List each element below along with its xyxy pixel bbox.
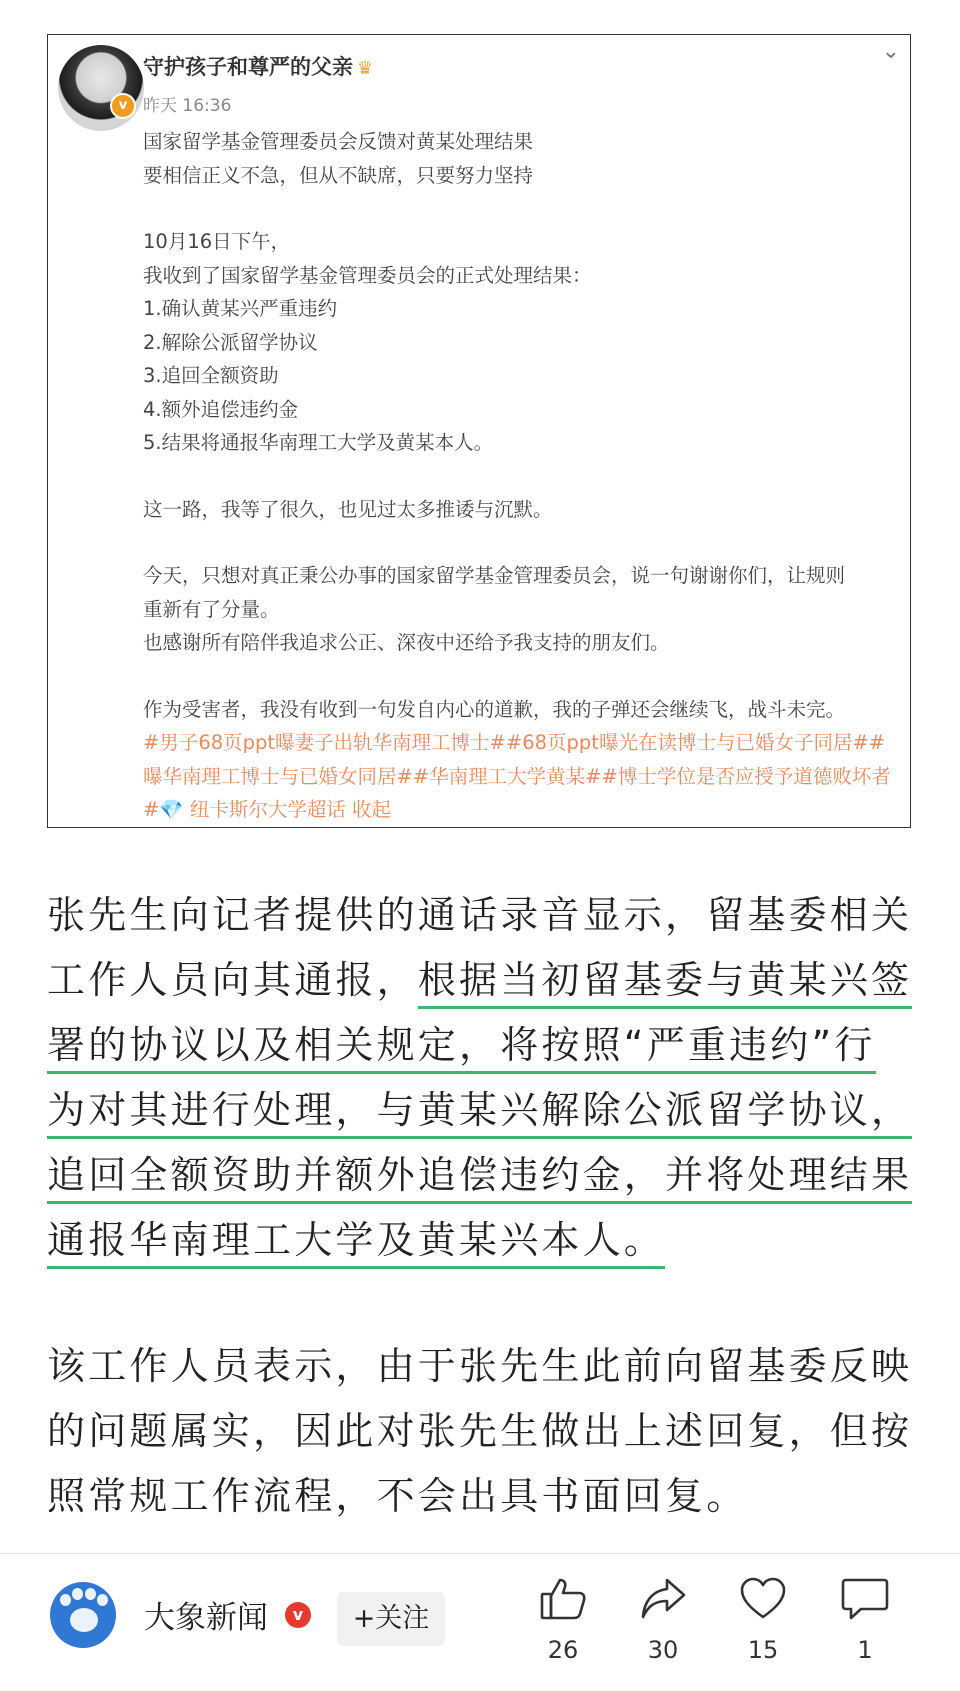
- post-line: 这一路，我等了很久，也见过太多推诿与沉默。: [143, 497, 553, 521]
- verified-badge-icon: v: [110, 93, 136, 119]
- comment-count: 1: [857, 1636, 873, 1664]
- post-line-blank: [143, 660, 893, 693]
- post-hashtags: #男子68页ppt曝妻子出轨华南理工博士##68页ppt曝光在读博士与已婚女子同居##曝华南理工博士与已婚女同居##华南理工大学黄某##博士学位是否应授予道德败坏者#💎 纽卡斯尔大学超话 收起: [143, 731, 891, 821]
- post-line: 4.额外追偿违约金: [143, 397, 299, 421]
- like-count: 26: [547, 1636, 579, 1664]
- post-body: [143, 125, 893, 827]
- follow-button[interactable]: +关注: [337, 1592, 445, 1646]
- like-button[interactable]: [528, 1576, 598, 1664]
- post-line: 5.结果将通报华南理工大学及黄某本人。: [143, 431, 494, 454]
- share-icon: [639, 1576, 687, 1622]
- article-paragraph-2: 该工作人员表示，由于张先生此前向留基委反映的问题属实，因此对张先生做出上述回复，但按照常规工作流程，不会出具书面回复。: [47, 1344, 913, 1518]
- post-line: 要相信正义不急，但从不缺席，只要努力坚持: [143, 163, 534, 187]
- share-count: 30: [647, 1636, 679, 1664]
- favorite-button[interactable]: [728, 1576, 798, 1664]
- chevron-down-icon: ⌄: [881, 39, 900, 64]
- post-line: 2.解除公派留学协议: [143, 330, 318, 354]
- post-line: 也感谢所有陪伴我追求公正、深夜中还给予我支持的朋友们。: [143, 631, 670, 654]
- article-paragraph-1: [47, 883, 913, 1273]
- post-line-blank: [143, 460, 893, 493]
- embedded-post-screenshot: [47, 34, 911, 828]
- verified-icon: v: [285, 1602, 311, 1628]
- comment-icon: [841, 1576, 889, 1622]
- heart-icon: [739, 1576, 787, 1622]
- post-line-blank: [143, 526, 893, 559]
- article-highlighted-text: 根据当初留基委与黄某兴签署的协议以及相关规定，将按照“严重违约”行为对其进行处理，与黄某兴解除公派留学协议，追回全额资助并额外追偿违约金，并将处理结果通报华南理工大学及黄某兴本人。: [47, 958, 912, 1269]
- post-line: 国家留学基金管理委员会反馈对黄某处理结果: [143, 130, 534, 153]
- thumbs-up-icon: [539, 1576, 587, 1622]
- comment-button[interactable]: [830, 1576, 900, 1664]
- post-line: 3.追回全额资助: [143, 364, 279, 387]
- source-name[interactable]: 大象新闻: [144, 1600, 268, 1636]
- post-author-name: 守护孩子和尊严的父亲 ♛: [143, 55, 374, 79]
- post-line: 今天，只想对真正秉公办事的国家留学基金管理委员会，说一句谢谢你们，让规则: [143, 564, 846, 587]
- bottom-action-bar: [0, 1554, 960, 1691]
- post-line: 重新有了分量。: [143, 597, 280, 621]
- post-line: 10月16日下午，: [143, 230, 291, 253]
- post-line: 1.确认黄某兴严重违约: [143, 297, 338, 320]
- source-logo[interactable]: [50, 1582, 116, 1648]
- post-author-avatar: [58, 45, 144, 131]
- article-text: 张先生向记者提供的通话录音显示，留基委相关工作人员向其通报，: [47, 893, 913, 1002]
- crown-icon: ♛: [357, 58, 374, 79]
- post-line-blank: [143, 192, 893, 225]
- share-button[interactable]: [628, 1576, 698, 1664]
- post-line: 我收到了国家留学基金管理委员会的正式处理结果：: [143, 263, 592, 287]
- favorite-count: 15: [747, 1636, 779, 1664]
- post-timestamp: 昨天 16:36: [143, 96, 232, 116]
- post-line: 作为受害者，我没有收到一句发自内心的道歉，我的子弹还会继续飞，战斗未完。: [143, 697, 846, 721]
